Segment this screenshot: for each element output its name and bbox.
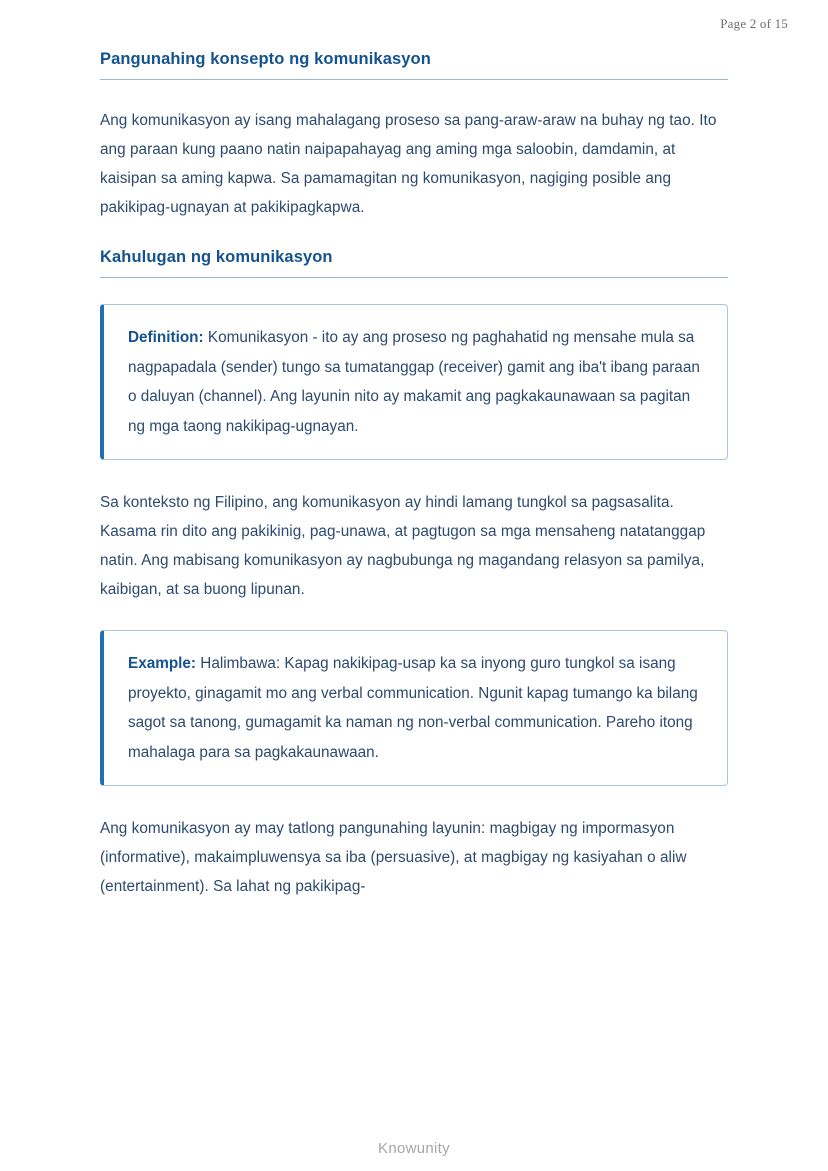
- footer-brand-label: Knowunity: [378, 1140, 450, 1157]
- example-callout: [100, 630, 728, 786]
- paragraph-intro: Ang komunikasyon ay isang mahalagang proseso sa pang-araw-araw na buhay ng tao. Ito ang paraan kung paano natin naipapahayag ang aming mga saloobin, damdamin, at kaisipan sa aming kapwa. Sa pamamagitan ng komunikasyon, nagiging posible ang pakikipag-ugnayan at pakikipagkapwa.: [100, 112, 717, 216]
- document-content: [100, 50, 728, 927]
- section-divider: [100, 79, 728, 80]
- paragraph-layunin: Ang komunikasyon ay may tatlong pangunahing layunin: magbigay ng impormasyon (informative), makaimpluwensya sa iba (persuasive), at magbigay ng kasiyahan o aliw (entertainment). Sa lahat ng pakikipag-: [100, 820, 687, 895]
- example-callout-text: [128, 649, 703, 767]
- section-heading-kahulugan: Kahulugan ng komunikasyon: [100, 248, 333, 266]
- example-body: Halimbawa: Kapag nakikipag-usap ka sa inyong guro tungkol sa isang proyekto, ginagamit mo ang verbal communication. Ngunit kapag tumango ka bilang sagot sa tanong, gumagamit ka naman ng non-verbal communication. Pareho itong mahalaga para sa pagkakaunawaan.: [128, 655, 698, 761]
- section-divider: [100, 277, 728, 278]
- definition-label: Definition:: [128, 329, 204, 346]
- section-heading-pangunahing-konsepto: Pangunahing konsepto ng komunikasyon: [100, 50, 431, 68]
- definition-callout-text: [128, 323, 703, 441]
- definition-body: Komunikasyon - ito ay ang proseso ng paghahatid ng mensahe mula sa nagpapadala (sender) tungo sa tumatanggap (receiver) gamit ang iba't ibang paraan o daluyan (channel). Ang layunin nito ay makamit ang pagkakaunawaan sa pagitan ng mga taong nakikipag-ugnayan.: [128, 329, 700, 435]
- example-label: Example:: [128, 655, 197, 672]
- page-number-label: Page 2 of 15: [720, 16, 788, 31]
- paragraph-konteksto: Sa konteksto ng Filipino, ang komunikasyon ay hindi lamang tungkol sa pagsasalita. Kasama rin dito ang pakikinig, pag-unawa, at pagtugon sa mga mensaheng natatanggap natin. Ang mabisang komunikasyon ay nagbubunga ng magandang relasyon sa pamilya, kaibigan, at sa buong lipunan.: [100, 494, 706, 598]
- definition-callout: [100, 304, 728, 460]
